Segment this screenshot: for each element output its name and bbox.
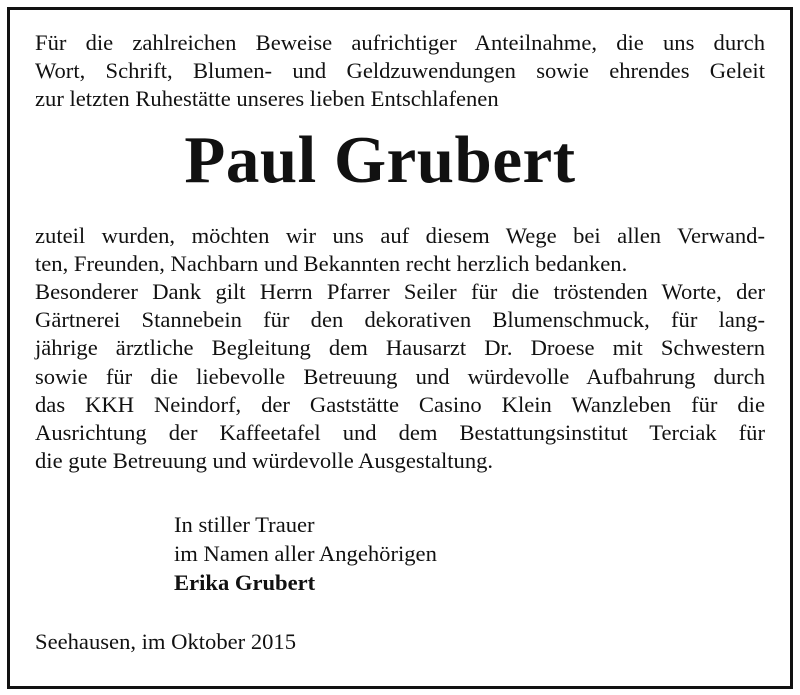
body-line: die gute Betreuung und würdevolle Ausgestaltung. <box>35 448 494 474</box>
body-line: Besonderer Dank gilt Herrn Pfarrer Seiler für die tröstenden Worte, der <box>35 279 765 305</box>
obituary-thank-you-notice <box>35 29 765 656</box>
body-line: Ausrichtung der Kaffeetafel und dem Bestattungsinstitut Terciak für <box>35 420 765 446</box>
body-line: sowie für die liebevolle Betreuung und würdevolle Aufbahrung durch <box>35 363 765 389</box>
body-paragraph <box>35 222 765 476</box>
body-line: ten, Freunden, Nachbarn und Bekannten recht herzlich bedanken. <box>35 250 628 276</box>
intro-paragraph <box>35 29 765 114</box>
body-line: jährige ärztliche Begleitung dem Hausarzt Dr. Droese mit Schwestern <box>35 335 765 361</box>
body-line: zuteil wurden, möchten wir uns auf diesem Wege bei allen Verwand- <box>35 222 765 248</box>
intro-line: Für die zahlreichen Beweise aufrichtiger Anteilnahme, die uns durch <box>35 30 765 55</box>
body-line: Gärtnerei Stannebein für den dekorativen Blumenschmuck, für lang- <box>35 307 765 333</box>
signature-block <box>174 510 765 597</box>
signer-name: Erika Grubert <box>174 570 316 596</box>
place-date: Seehausen, im Oktober 2015 <box>35 629 297 655</box>
intro-line: Wort, Schrift, Blumen- und Geldzuwendungen sowie ehrendes Geleit <box>35 58 765 84</box>
body-line: das KKH Neindorf, der Gaststätte Casino Klein Wanzleben für die <box>35 391 765 417</box>
mourning-line: In stiller Trauer <box>174 512 315 538</box>
deceased-name: Paul Grubert <box>184 122 576 197</box>
intro-line: zur letzten Ruhestätte unseres lieben Entschlafenen <box>35 86 499 112</box>
family-line: im Namen aller Angehörigen <box>174 541 437 567</box>
